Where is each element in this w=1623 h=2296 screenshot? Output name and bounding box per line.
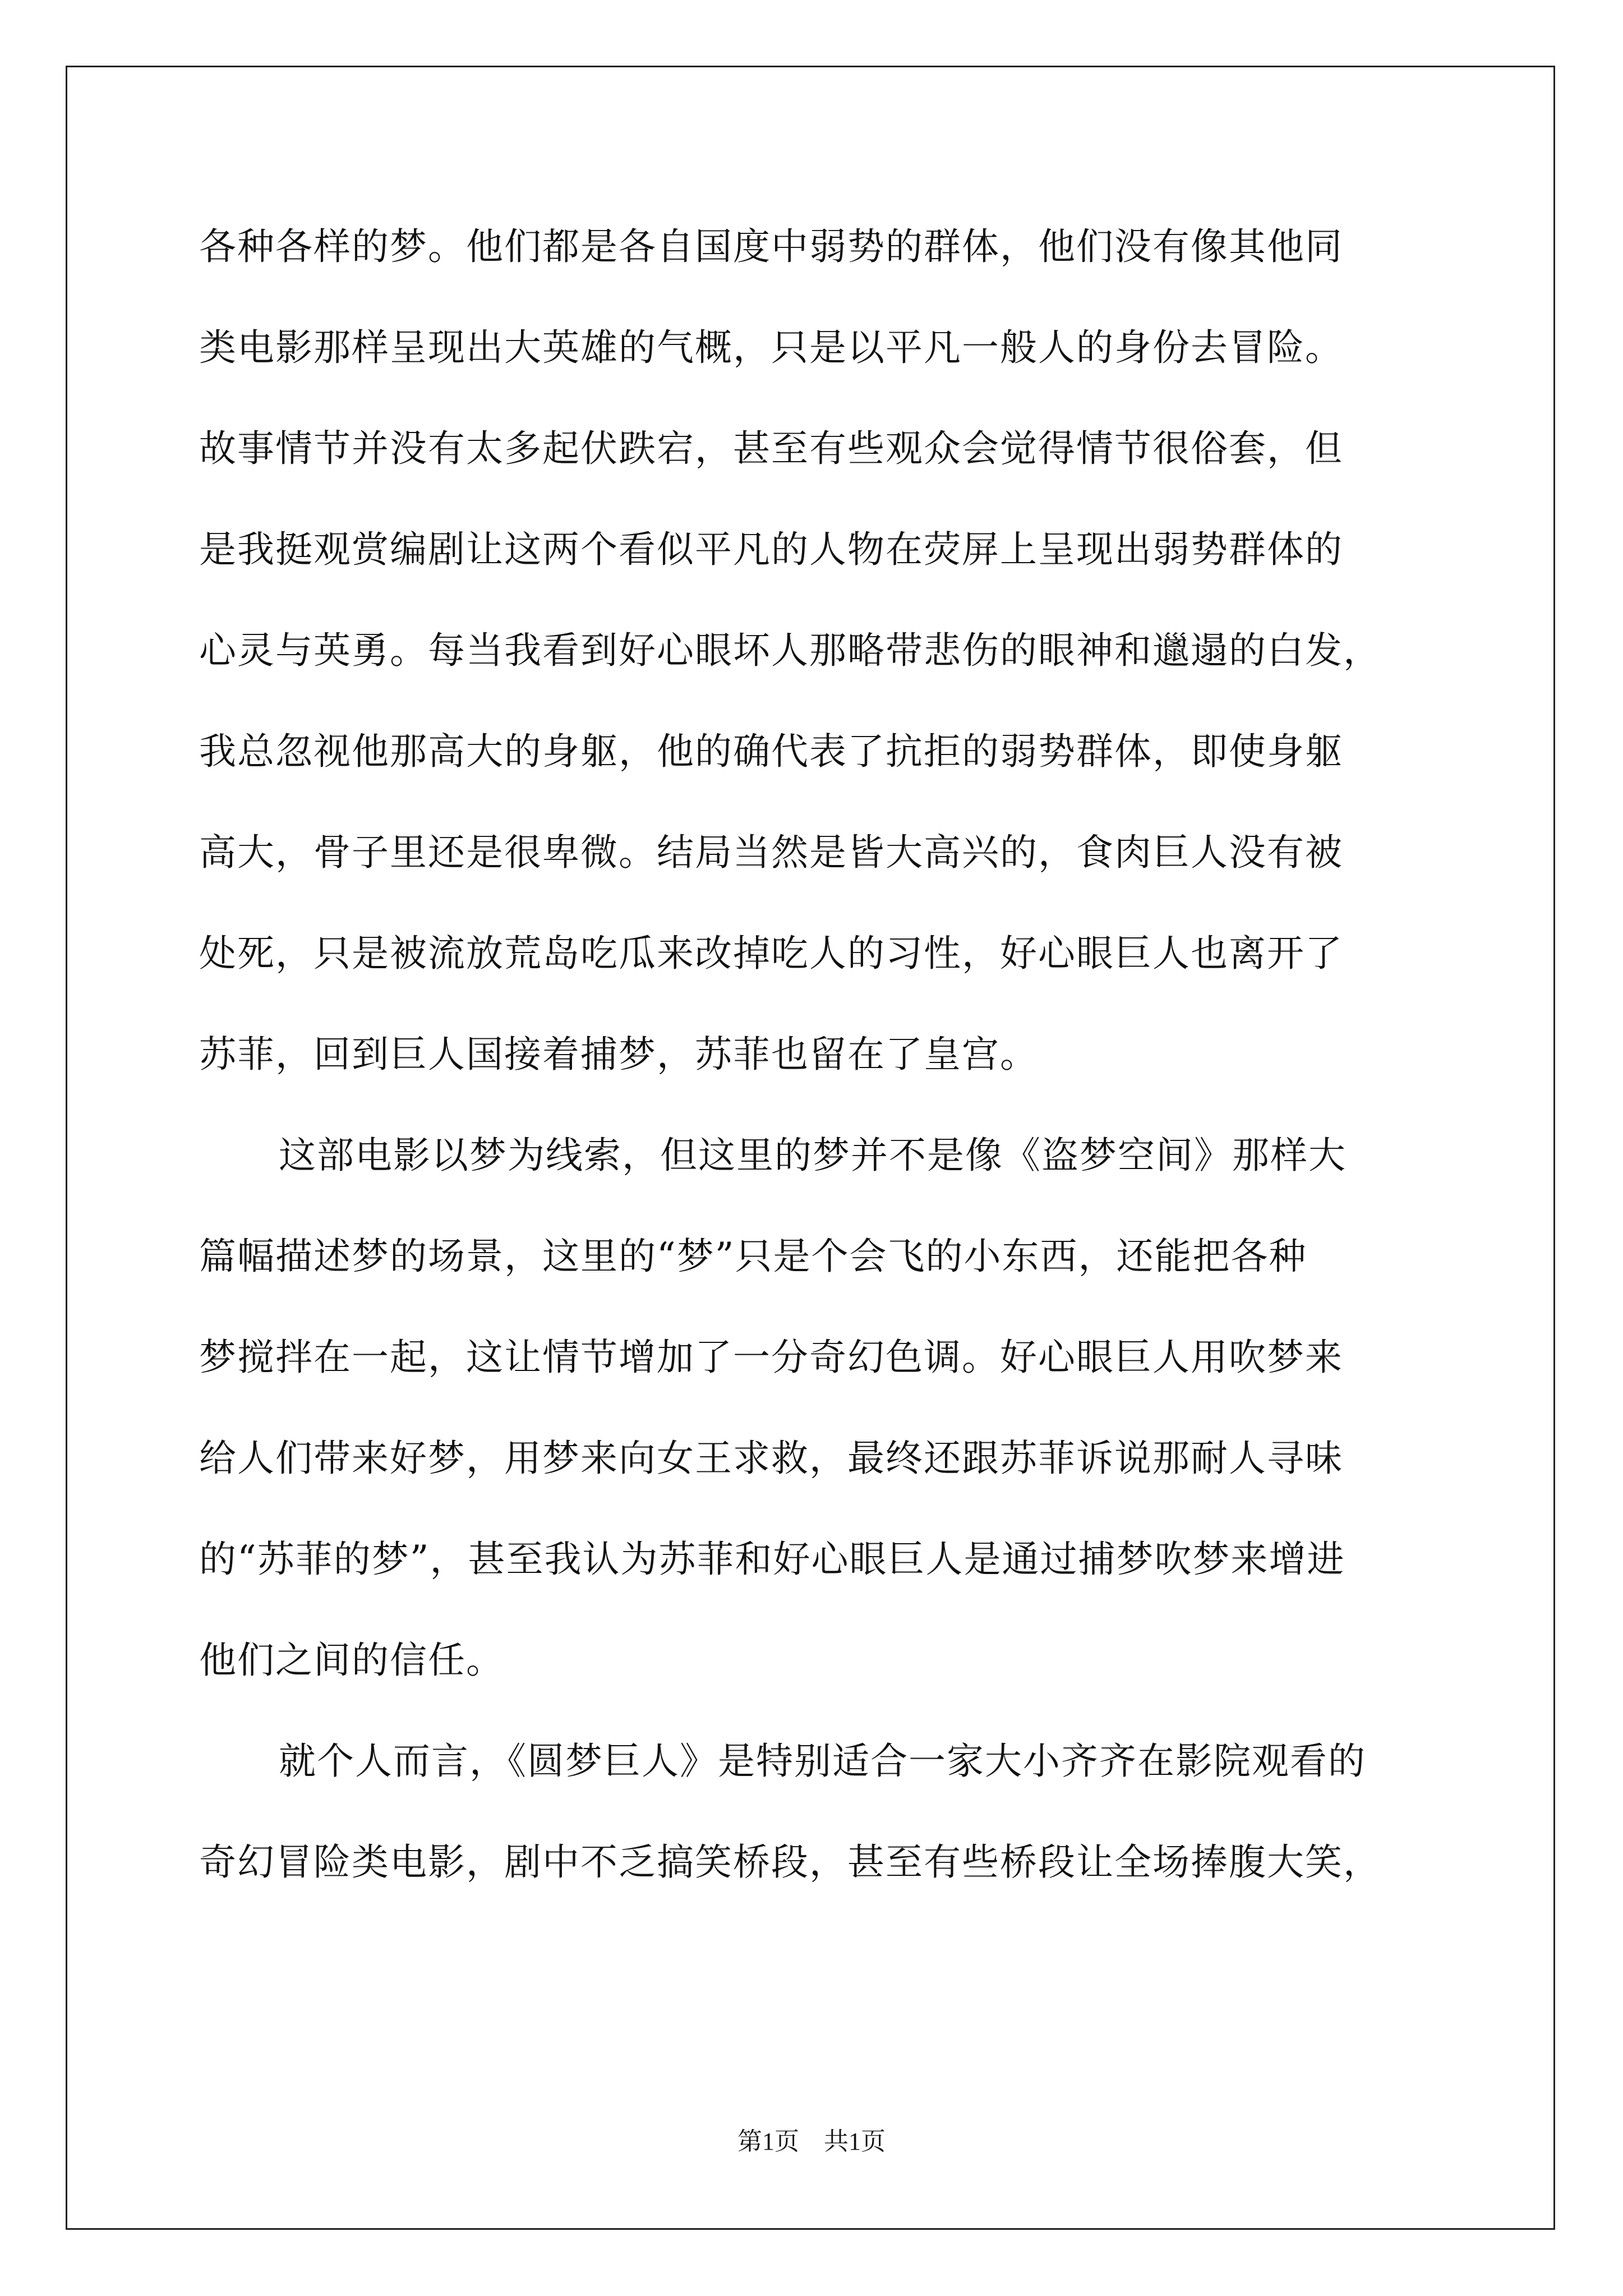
text-line: 梦搅拌在一起，这让情节增加了一分奇幻色调。好心眼巨人用吹梦来: [199, 1336, 1343, 1379]
text-line: 是我挺观赏编剧让这两个看似平凡的人物在荧屏上呈现出弱势群体的: [199, 528, 1343, 571]
text-line: 故事情节并没有太多起伏跌宕，甚至有些观众会觉得情节很俗套，但: [199, 427, 1343, 470]
text-line: 奇幻冒险类电影，剧中不乏搞笑桥段，甚至有些桥段让全场捧腹大笑，: [199, 1841, 1381, 1884]
text-line: 高大，骨子里还是很卑微。结局当然是皆大高兴的，食肉巨人没有被: [199, 831, 1343, 874]
page-footer: 第1页 共1页: [737, 2128, 886, 2155]
text-line: 心灵与英勇。每当我看到好心眼坏人那略带悲伤的眼神和邋遢的白发，: [199, 629, 1381, 672]
text-line: 的“苏菲的梦”，甚至我认为苏菲和好心眼巨人是通过捕梦吹梦来增进: [199, 1538, 1345, 1581]
text-line: 类电影那样呈现出大英雄的气概，只是以平凡一般人的身份去冒险。: [199, 326, 1343, 369]
text-line: 各种各样的梦。他们都是各自国度中弱势的群体，他们没有像其他同: [199, 225, 1343, 268]
text-line: 处死，只是被流放荒岛吃瓜来改掉吃人的习性，好心眼巨人也离开了: [199, 932, 1343, 975]
text-line: 苏菲，回到巨人国接着捕梦，苏菲也留在了皇宫。: [199, 1033, 1038, 1076]
paragraph-start-line: 这部电影以梦为线索，但这里的梦并不是像《盗梦空间》那样大: [279, 1134, 1347, 1177]
text-line: 他们之间的信任。: [199, 1639, 504, 1682]
text-line: 我总忽视他那高大的身躯，他的确代表了抗拒的弱势群体，即使身躯: [199, 730, 1343, 773]
paragraph-start-line: 就个人而言，《圆梦巨人》是特别适合一家大小齐齐在影院观看的: [279, 1740, 1366, 1783]
text-line: 给人们带来好梦，用梦来向女王求救，最终还跟苏菲诉说那耐人寻味: [199, 1437, 1343, 1480]
text-line: 篇幅描述梦的场景，这里的“梦”只是个会飞的小东西，还能把各种: [199, 1235, 1307, 1278]
